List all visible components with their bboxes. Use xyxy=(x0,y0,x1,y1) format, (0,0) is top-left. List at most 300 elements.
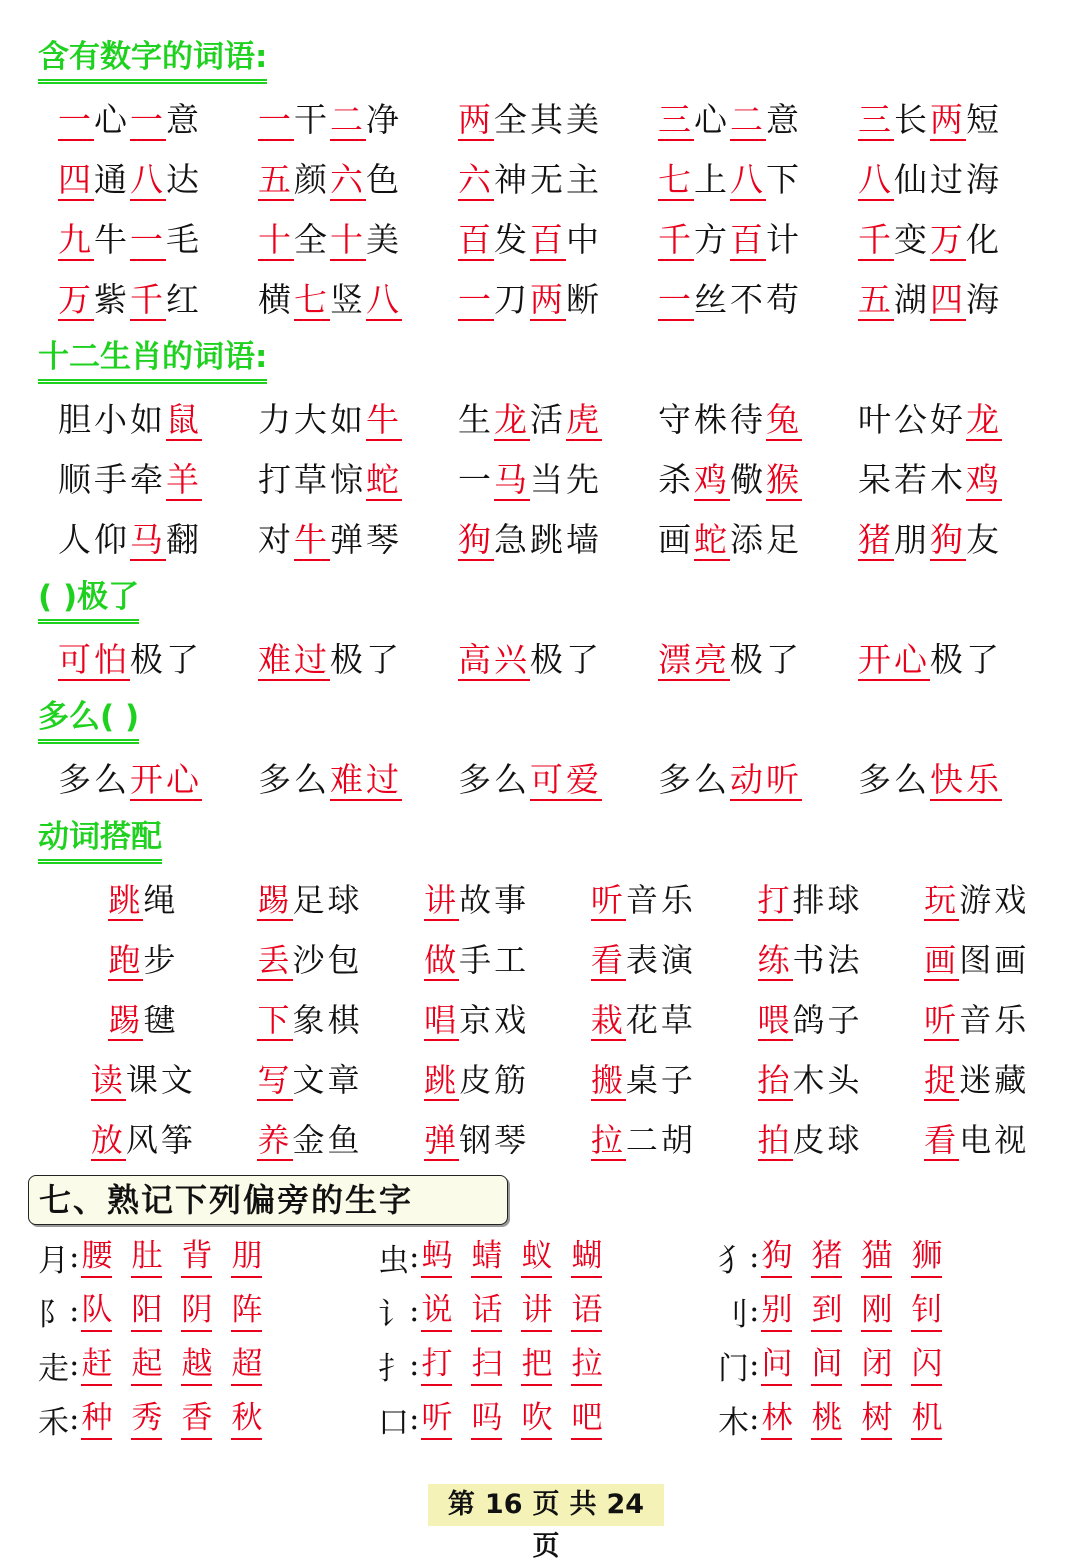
radical-label: 月 xyxy=(38,1242,69,1279)
word-cell xyxy=(58,458,258,502)
word-cell xyxy=(727,998,894,1042)
word-cell xyxy=(58,218,258,262)
word-cell xyxy=(893,998,1060,1042)
plain-text: 翻 xyxy=(166,520,202,559)
radical-colon: : xyxy=(749,1293,760,1329)
word-cell xyxy=(258,638,458,682)
radical-character: 间 xyxy=(811,1344,842,1386)
radical-character: 说 xyxy=(421,1290,452,1332)
highlight-text: 一 xyxy=(458,280,494,319)
radical-label: 讠 xyxy=(378,1296,409,1333)
radical-label: 阝 xyxy=(38,1296,69,1333)
highlight-text: 百 xyxy=(730,220,766,259)
word-cell xyxy=(227,998,394,1042)
radical-group xyxy=(38,1343,378,1388)
word-cell xyxy=(560,878,727,922)
radical-label: 犭 xyxy=(718,1242,749,1279)
radical-colon: : xyxy=(69,1239,80,1275)
plain-text: 对 xyxy=(258,520,294,559)
word-cell xyxy=(560,938,727,982)
radical-character: 到 xyxy=(811,1290,842,1332)
radical-character: 阴 xyxy=(181,1290,212,1332)
highlight-text: 龙 xyxy=(966,400,1002,439)
page-number-part: 16 xyxy=(484,1489,523,1520)
word-row xyxy=(58,150,1058,210)
radical-character: 吧 xyxy=(571,1398,602,1440)
highlight-text: 栽 xyxy=(590,1001,626,1039)
radical-character: 蚁 xyxy=(521,1236,552,1278)
radical-character: 越 xyxy=(181,1344,212,1386)
radical-character: 话 xyxy=(471,1290,502,1332)
plain-text: 毽 xyxy=(143,1001,179,1039)
highlight-text: 可怕 xyxy=(58,640,130,679)
word-cell xyxy=(858,158,1058,202)
word-cell xyxy=(658,758,858,802)
highlight-text: 捉 xyxy=(924,1061,960,1099)
radical-character: 秀 xyxy=(131,1398,162,1440)
radical-character: 吹 xyxy=(521,1398,552,1440)
plain-text: 湖 xyxy=(894,280,930,319)
radical-label: 扌 xyxy=(378,1350,409,1387)
radical-label: 木 xyxy=(718,1404,749,1441)
highlight-text: 跑 xyxy=(108,941,144,979)
plain-text: 意 xyxy=(166,100,202,139)
radical-characters-grid xyxy=(38,1230,1058,1446)
plain-text: 心 xyxy=(694,100,730,139)
word-cell xyxy=(858,278,1058,322)
highlight-text: 跳 xyxy=(108,881,144,919)
word-cell xyxy=(60,1118,227,1162)
word-cell xyxy=(258,158,458,202)
plain-text: 皮球 xyxy=(792,1121,863,1159)
word-cell xyxy=(393,1118,560,1162)
word-cell xyxy=(227,1058,394,1102)
plain-text: 长 xyxy=(894,100,930,139)
radical-character: 拉 xyxy=(571,1344,602,1386)
word-cell xyxy=(393,998,560,1042)
radical-character: 讲 xyxy=(521,1290,552,1332)
radical-label: 口 xyxy=(378,1404,409,1441)
highlight-text: 兔 xyxy=(766,400,802,439)
highlight-text: 千 xyxy=(658,220,694,259)
plain-text: 计 xyxy=(766,220,802,259)
plain-text: 京戏 xyxy=(459,1001,530,1039)
highlight-text: 养 xyxy=(257,1121,293,1159)
plain-text: 刀 xyxy=(494,280,530,319)
radical-character: 别 xyxy=(761,1290,792,1332)
plain-text: 牛 xyxy=(94,220,130,259)
word-cell xyxy=(658,218,858,262)
radical-character: 钊 xyxy=(911,1290,942,1332)
radical-colon: : xyxy=(409,1401,420,1437)
highlight-text: 万 xyxy=(58,280,94,319)
highlight-text: 狗 xyxy=(458,520,494,559)
radical-row xyxy=(38,1338,1058,1392)
word-cell xyxy=(258,518,458,562)
word-cell xyxy=(560,1118,727,1162)
plain-text: 添足 xyxy=(730,520,802,559)
word-cell xyxy=(560,998,727,1042)
plain-text: 心 xyxy=(94,100,130,139)
word-row xyxy=(58,630,1058,690)
highlight-text: 两 xyxy=(530,280,566,319)
plain-text: 美 xyxy=(366,220,402,259)
highlight-text: 蛇 xyxy=(366,460,402,499)
plain-text: 当先 xyxy=(530,460,602,499)
plain-text: 钢琴 xyxy=(459,1121,530,1159)
page-number-part: 第 xyxy=(447,1489,475,1520)
word-cell xyxy=(727,1058,894,1102)
word-cell xyxy=(658,638,858,682)
radical-row xyxy=(38,1284,1058,1338)
highlight-text: 动听 xyxy=(730,760,802,799)
word-row xyxy=(58,750,1058,810)
plain-text: 色 xyxy=(366,160,402,199)
plain-text: 全 xyxy=(294,220,330,259)
plain-text: 多么 xyxy=(858,760,930,799)
radical-label: 禾 xyxy=(38,1404,69,1441)
highlight-text: 一 xyxy=(258,100,294,139)
word-cell xyxy=(727,878,894,922)
highlight-text: 练 xyxy=(757,941,793,979)
plain-text: 横 xyxy=(258,280,294,319)
radical-character: 把 xyxy=(521,1344,552,1386)
radical-character: 吗 xyxy=(471,1398,502,1440)
plain-text: 急跳墙 xyxy=(494,520,602,559)
radical-group xyxy=(38,1289,378,1334)
radical-character: 狮 xyxy=(911,1236,942,1278)
word-cell xyxy=(458,458,658,502)
plain-text: 鸽子 xyxy=(792,1001,863,1039)
word-row xyxy=(60,930,1060,990)
radical-label: 走 xyxy=(38,1350,69,1387)
highlight-text: 猴 xyxy=(766,460,802,499)
word-cell xyxy=(458,218,658,262)
highlight-text: 百 xyxy=(530,220,566,259)
plain-text: 断 xyxy=(566,280,602,319)
highlight-text: 两 xyxy=(930,100,966,139)
radical-character: 刚 xyxy=(861,1290,892,1332)
plain-text: 花草 xyxy=(625,1001,696,1039)
highlight-text: 喂 xyxy=(757,1001,793,1039)
plain-text: 多么 xyxy=(258,760,330,799)
plain-text: 音乐 xyxy=(625,881,696,919)
plain-text: 足球 xyxy=(292,881,363,919)
highlight-text: 唱 xyxy=(424,1001,460,1039)
highlight-text: 踢 xyxy=(108,1001,144,1039)
plain-text: 丝不苟 xyxy=(694,280,802,319)
radical-row xyxy=(38,1392,1058,1446)
highlight-text: 狗 xyxy=(930,520,966,559)
highlight-text: 七 xyxy=(294,280,330,319)
highlight-text: 三 xyxy=(658,100,694,139)
plain-text: 极了 xyxy=(130,640,202,679)
radical-colon: : xyxy=(409,1347,420,1383)
highlight-text: 看 xyxy=(590,941,626,979)
highlight-text: 牛 xyxy=(366,400,402,439)
highlight-text: 鸡 xyxy=(694,460,730,499)
plain-text: 音乐 xyxy=(959,1001,1030,1039)
section-seven-title: 七、熟记下列偏旁的生字 xyxy=(39,1181,414,1219)
radical-colon: : xyxy=(69,1293,80,1329)
plain-text: 竖 xyxy=(330,280,366,319)
word-cell xyxy=(58,638,258,682)
highlight-text: 八 xyxy=(130,160,166,199)
radical-character: 狗 xyxy=(761,1236,792,1278)
plain-text: 颜 xyxy=(294,160,330,199)
plain-text: 神无主 xyxy=(494,160,602,199)
plain-text: 短 xyxy=(966,100,1002,139)
highlight-text: 打 xyxy=(757,881,793,919)
radical-label: 虫 xyxy=(378,1242,409,1279)
word-cell xyxy=(658,398,858,442)
word-cell xyxy=(858,638,1058,682)
word-cell xyxy=(658,278,858,322)
duome-words-grid xyxy=(58,750,1058,810)
highlight-text: 读 xyxy=(90,1061,126,1099)
word-cell xyxy=(60,998,227,1042)
plain-text: 通 xyxy=(94,160,130,199)
plain-text: 风筝 xyxy=(125,1121,196,1159)
highlight-text: 八 xyxy=(366,280,402,319)
highlight-text: 放 xyxy=(90,1121,126,1159)
plain-text: 紫 xyxy=(94,280,130,319)
highlight-text: 抬 xyxy=(757,1061,793,1099)
radical-character: 朋 xyxy=(231,1236,262,1278)
plain-text: 电视 xyxy=(959,1121,1030,1159)
word-cell xyxy=(658,158,858,202)
radical-character: 队 xyxy=(81,1290,112,1332)
radical-group xyxy=(378,1289,718,1334)
page-number-part: 24 xyxy=(606,1489,645,1520)
highlight-text: 玩 xyxy=(924,881,960,919)
highlight-text: 虎 xyxy=(566,400,602,439)
word-cell xyxy=(458,398,658,442)
radical-character: 听 xyxy=(421,1398,452,1440)
word-cell xyxy=(858,398,1058,442)
plain-text: 图画 xyxy=(959,941,1030,979)
highlight-text: 拉 xyxy=(590,1121,626,1159)
radical-group xyxy=(718,1289,1058,1334)
radical-character: 闪 xyxy=(911,1344,942,1386)
plain-text: 木头 xyxy=(792,1061,863,1099)
plain-text: 弹琴 xyxy=(330,520,402,559)
word-cell xyxy=(658,458,858,502)
page-number xyxy=(428,1484,664,1562)
highlight-text: 可爱 xyxy=(530,760,602,799)
plain-text: 迷藏 xyxy=(959,1061,1030,1099)
plain-text: 极了 xyxy=(330,640,402,679)
word-cell xyxy=(227,1118,394,1162)
radical-label: 刂 xyxy=(718,1296,749,1333)
plain-text: 发 xyxy=(494,220,530,259)
highlight-text: 写 xyxy=(257,1061,293,1099)
plain-text: 呆若木 xyxy=(858,460,966,499)
highlight-text: 开心 xyxy=(858,640,930,679)
word-cell xyxy=(58,518,258,562)
word-cell xyxy=(858,218,1058,262)
word-cell xyxy=(893,1118,1060,1162)
radical-group xyxy=(378,1235,718,1280)
word-cell xyxy=(58,278,258,322)
word-cell xyxy=(258,758,458,802)
word-cell xyxy=(258,218,458,262)
highlight-text: 八 xyxy=(730,160,766,199)
plain-text: 中 xyxy=(566,220,602,259)
word-cell xyxy=(458,518,658,562)
word-cell xyxy=(60,878,227,922)
word-cell xyxy=(258,458,458,502)
radical-character: 猪 xyxy=(811,1236,842,1278)
highlight-text: 九 xyxy=(58,220,94,259)
highlight-text: 马 xyxy=(130,520,166,559)
highlight-text: 牛 xyxy=(294,520,330,559)
plain-text: 一 xyxy=(458,460,494,499)
highlight-text: 丢 xyxy=(257,941,293,979)
highlight-text: 一 xyxy=(658,280,694,319)
radical-character: 种 xyxy=(81,1398,112,1440)
radical-colon: : xyxy=(69,1347,80,1383)
highlight-text: 羊 xyxy=(166,460,202,499)
highlight-text: 三 xyxy=(858,100,894,139)
highlight-text: 千 xyxy=(858,220,894,259)
plain-text: 画 xyxy=(658,520,694,559)
word-cell xyxy=(658,518,858,562)
radical-character: 蚂 xyxy=(421,1236,452,1278)
plain-text: 多么 xyxy=(658,760,730,799)
word-cell xyxy=(858,518,1058,562)
radical-character: 机 xyxy=(911,1398,942,1440)
word-cell xyxy=(393,878,560,922)
radical-character: 超 xyxy=(231,1344,262,1386)
plain-text: 多么 xyxy=(58,760,130,799)
highlight-text: 七 xyxy=(658,160,694,199)
radical-character: 秋 xyxy=(231,1398,262,1440)
radical-character: 阳 xyxy=(131,1290,162,1332)
radical-character: 扫 xyxy=(471,1344,502,1386)
plain-text: 仙过海 xyxy=(894,160,1002,199)
word-cell xyxy=(893,1058,1060,1102)
word-row xyxy=(58,510,1058,570)
highlight-text: 六 xyxy=(330,160,366,199)
plain-text: 达 xyxy=(166,160,202,199)
radical-colon: : xyxy=(409,1239,420,1275)
word-cell xyxy=(560,1058,727,1102)
page-number-part: 共 xyxy=(569,1489,597,1520)
word-cell xyxy=(258,398,458,442)
word-cell xyxy=(60,1058,227,1102)
radical-character: 蜻 xyxy=(471,1236,502,1278)
radical-group xyxy=(718,1235,1058,1280)
highlight-text: 一 xyxy=(130,100,166,139)
radical-character: 背 xyxy=(181,1236,212,1278)
highlight-text: 快乐 xyxy=(930,760,1002,799)
radical-character: 树 xyxy=(861,1398,892,1440)
heading-zodiac-words: 十二生肖的词语: xyxy=(38,338,267,384)
highlight-text: 鸡 xyxy=(966,460,1002,499)
plain-text: 打草惊 xyxy=(258,460,366,499)
plain-text: 叶公好 xyxy=(858,400,966,439)
radical-character: 闭 xyxy=(861,1344,892,1386)
plain-text: 变 xyxy=(894,220,930,259)
word-cell xyxy=(393,938,560,982)
plain-text: 全其美 xyxy=(494,100,602,139)
radical-group xyxy=(378,1343,718,1388)
radical-character: 蝴 xyxy=(571,1236,602,1278)
plain-text: 净 xyxy=(366,100,402,139)
plain-text: 沙包 xyxy=(292,941,363,979)
highlight-text: 二 xyxy=(330,100,366,139)
plain-text: 手工 xyxy=(459,941,530,979)
highlight-text: 搬 xyxy=(590,1061,626,1099)
highlight-text: 四 xyxy=(930,280,966,319)
highlight-text: 开心 xyxy=(130,760,202,799)
radical-character: 桃 xyxy=(811,1398,842,1440)
plain-text: 海 xyxy=(966,280,1002,319)
plain-text: 朋 xyxy=(894,520,930,559)
plain-text: 二胡 xyxy=(625,1121,696,1159)
highlight-text: 一 xyxy=(130,220,166,259)
highlight-text: 四 xyxy=(58,160,94,199)
highlight-text: 踢 xyxy=(257,881,293,919)
highlight-text: 听 xyxy=(590,881,626,919)
radical-group xyxy=(38,1235,378,1280)
highlight-text: 画 xyxy=(924,941,960,979)
word-cell xyxy=(58,158,258,202)
highlight-text: 做 xyxy=(424,941,460,979)
plain-text: 儆 xyxy=(730,460,766,499)
radical-character: 打 xyxy=(421,1344,452,1386)
radical-character: 腰 xyxy=(81,1236,112,1278)
plain-text: 皮筋 xyxy=(459,1061,530,1099)
radical-character: 阵 xyxy=(231,1290,262,1332)
highlight-text: 马 xyxy=(494,460,530,499)
radical-character: 林 xyxy=(761,1398,792,1440)
word-cell xyxy=(227,938,394,982)
plain-text: 杀 xyxy=(658,460,694,499)
highlight-text: 蛇 xyxy=(694,520,730,559)
highlight-text: 讲 xyxy=(424,881,460,919)
plain-text: 金鱼 xyxy=(292,1121,363,1159)
word-row xyxy=(58,270,1058,330)
word-row xyxy=(60,1110,1060,1170)
plain-text: 毛 xyxy=(166,220,202,259)
plain-text: 表演 xyxy=(625,941,696,979)
radical-colon: : xyxy=(749,1239,760,1275)
page-number-part: 页 xyxy=(532,1489,560,1520)
highlight-text: 百 xyxy=(458,220,494,259)
highlight-text: 万 xyxy=(930,220,966,259)
jile-words-grid xyxy=(58,630,1058,690)
radical-character: 问 xyxy=(761,1344,792,1386)
highlight-text: 鼠 xyxy=(166,400,202,439)
radical-colon: : xyxy=(749,1401,760,1437)
word-row xyxy=(58,450,1058,510)
zodiac-words-grid xyxy=(58,390,1058,570)
highlight-text: 漂亮 xyxy=(658,640,730,679)
heading-jile: ( )极了 xyxy=(38,578,139,624)
highlight-text: 拍 xyxy=(757,1121,793,1159)
word-cell xyxy=(58,98,258,142)
plain-text: 活 xyxy=(530,400,566,439)
word-cell xyxy=(858,758,1058,802)
radical-group xyxy=(38,1397,378,1442)
word-cell xyxy=(458,638,658,682)
word-cell xyxy=(258,98,458,142)
radical-character: 猫 xyxy=(861,1236,892,1278)
word-cell xyxy=(727,938,894,982)
highlight-text: 五 xyxy=(858,280,894,319)
